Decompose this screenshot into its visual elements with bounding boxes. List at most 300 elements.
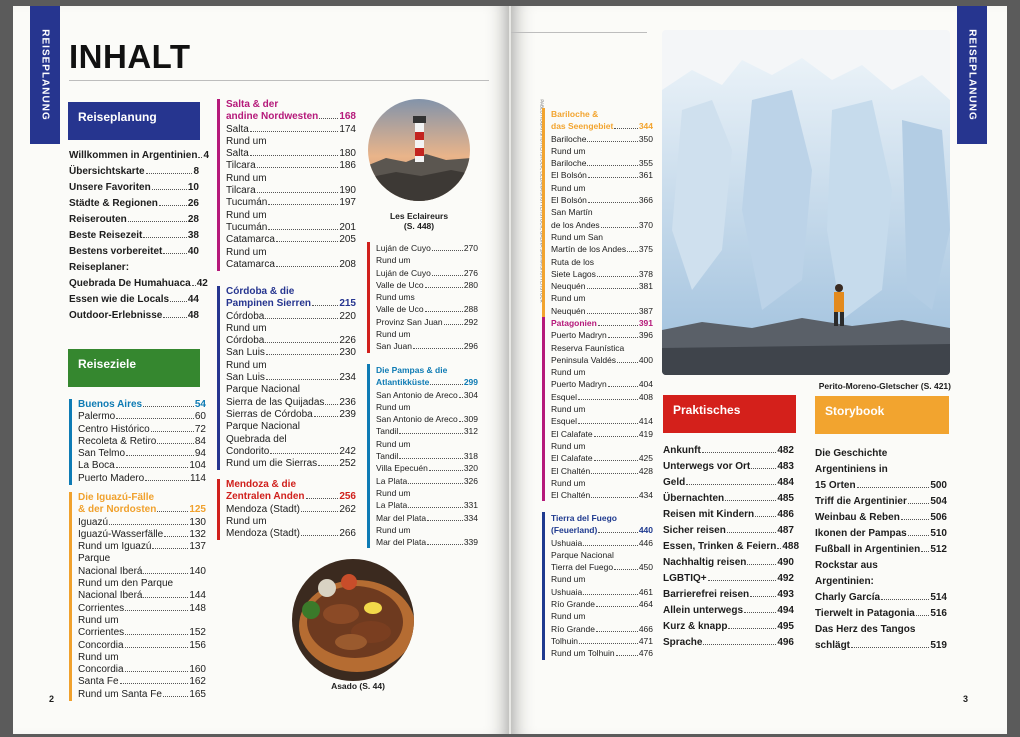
toc-row: [815, 574, 947, 590]
toc-row: [226, 247, 356, 259]
toc-row: [551, 169, 653, 181]
toc-leader-dots: [617, 362, 638, 363]
toc-page-number: 519: [930, 640, 947, 651]
toc-row: [226, 434, 356, 446]
toc-page-number: 309: [463, 414, 478, 425]
toc-page-number: 500: [930, 480, 947, 491]
toc-entry-title: Rund um: [226, 515, 267, 527]
toc-page-number: 488: [782, 541, 800, 552]
toc-entry-title: Tilcara: [226, 185, 256, 197]
tab-label: REISEPLANUNG: [39, 29, 51, 121]
toc-row: [376, 413, 478, 425]
toc-row: [815, 462, 947, 478]
toc-row: [376, 328, 478, 340]
toc-entry-title: Charly García: [815, 592, 881, 603]
toc-entry-title: Zentralen Anden: [226, 491, 305, 503]
toc-entry-title: El Calafate: [551, 453, 593, 464]
toc-row: [551, 415, 653, 427]
toc-entry-title: Salta: [226, 148, 249, 160]
toc-row: [551, 635, 653, 647]
toc-page-number: 168: [339, 111, 356, 123]
toc-page-number: 94: [194, 448, 206, 460]
toc-row: [226, 148, 356, 160]
toc-page-number: 288: [463, 304, 478, 315]
toc-leader-dots: [266, 379, 338, 380]
toc-leader-dots: [703, 644, 776, 645]
toc-entry-title: Sierras de Córdoba: [226, 408, 313, 420]
toc-row: [226, 372, 356, 384]
toc-entry-title: Ankunft: [663, 445, 701, 456]
toc-entry-title: San Telmo: [78, 448, 126, 460]
toc-row: [551, 182, 653, 194]
toc-leader-dots: [702, 452, 777, 453]
toc-row: [551, 329, 653, 341]
toc-entry-title: Ushuaia: [551, 537, 583, 548]
toc-entry-title: El Chaltén: [551, 490, 591, 501]
toc-page-number: 375: [638, 244, 653, 255]
toc-entry-title: Rund um: [551, 611, 586, 622]
toc-leader-dots: [598, 325, 638, 326]
toc-entry-title: La Boca: [78, 460, 115, 472]
toc-page-number: 252: [339, 458, 356, 470]
toc-entry-title: Rockstar aus: [815, 560, 878, 571]
toc-row: [78, 411, 206, 423]
group-salta: [217, 99, 356, 271]
toc-leader-dots: [916, 615, 929, 616]
toc-row: [226, 360, 356, 372]
toc-entry-title: Die Pampas & die: [376, 365, 448, 375]
toc-entry-title: Die Iguazú-Fälle: [78, 492, 155, 503]
toc-page-number: 355: [638, 158, 653, 169]
toc-leader-dots: [744, 612, 776, 613]
glacier-photo: [662, 30, 950, 375]
toc-page-number: 26: [187, 198, 199, 209]
toc-row: [78, 689, 206, 701]
toc-row: [376, 512, 478, 524]
toc-row: [815, 606, 947, 622]
toc-row: [551, 537, 653, 549]
toc-leader-dots: [399, 458, 463, 459]
toc-leader-dots: [725, 500, 776, 501]
toc-page-number: 220: [339, 310, 356, 322]
toc-page-number: 400: [638, 354, 653, 365]
reiseziele-header: [68, 349, 200, 387]
toc-entry-title: Parque Nacional: [226, 384, 300, 396]
toc-row: [551, 465, 653, 477]
toc-entry-title: Mar del Plata: [376, 512, 427, 523]
toc-page-number: 148: [189, 602, 206, 614]
toc-row: [78, 529, 206, 541]
toc-leader-dots: [399, 433, 463, 434]
toc-page-number: 48: [187, 310, 199, 321]
toc-page-number: 425: [638, 453, 653, 464]
toc-group-heading: [78, 504, 206, 516]
toc-page-number: 428: [638, 465, 653, 476]
toc-page-number: 446: [638, 537, 653, 548]
toc-leader-dots: [116, 418, 194, 419]
toc-row: [226, 516, 356, 528]
toc-entry-title: Rund um: [551, 477, 586, 488]
toc-row: [226, 458, 356, 470]
toc-row: [551, 403, 653, 415]
toc-entry-title: Geld: [663, 477, 686, 488]
toc-leader-dots: [425, 311, 463, 312]
toc-leader-dots: [325, 404, 338, 405]
toc-entry-title: Bariloche: [551, 158, 587, 169]
toc-row: [551, 452, 653, 464]
toc-entry-title: El Calafate: [551, 428, 593, 439]
toc-row: [69, 308, 199, 324]
toc-page-number: 381: [638, 281, 653, 292]
toc-entry-title: Tolhuin: [551, 635, 578, 646]
toc-leader-dots: [747, 564, 776, 565]
toc-entry-title: Nachhaltig reisen: [663, 557, 747, 568]
toc-entry-title: Centro Histórico: [78, 423, 150, 435]
toc-entry-title: Patagonien: [551, 318, 597, 328]
toc-page-number: 165: [189, 688, 206, 700]
toc-entry-title: Essen, Trinken & Feiern: [663, 541, 777, 552]
toc-entry-title: Städte & Regionen: [69, 198, 158, 209]
toc-entry-title: 15 Orten: [815, 480, 856, 491]
toc-entry-title: Tandil: [376, 451, 399, 462]
group-mendoza-cont: [367, 242, 478, 353]
toc-row: [376, 425, 478, 437]
toc-leader-dots: [151, 431, 194, 432]
toc-page-number: 434: [638, 490, 653, 501]
toc-leader-dots: [427, 520, 463, 521]
toc-row: [551, 561, 653, 573]
toc-entry-title: Tierwelt in Patagonia: [815, 608, 915, 619]
toc-group-heading: [78, 492, 206, 504]
toc-entry-title: Rund um: [376, 329, 411, 340]
toc-entry-title: Iguazú-Wasserfälle: [78, 528, 164, 540]
toc-page-number: 495: [777, 621, 794, 632]
toc-leader-dots: [408, 483, 463, 484]
toc-page-number: 174: [339, 123, 356, 135]
toc-entry-title: La Plata: [376, 475, 408, 486]
toc-entry-title: Rund um: [551, 293, 586, 304]
toc-row: [226, 397, 356, 409]
toc-entry-title: Concordia: [78, 639, 124, 651]
praktisches-header: [663, 395, 796, 433]
toc-row: [663, 443, 794, 459]
toc-page-number: 304: [463, 389, 478, 400]
group-pampas: [367, 364, 478, 548]
toc-row: [663, 571, 794, 587]
toc-page-number: 180: [339, 148, 356, 160]
toc-row: [226, 504, 356, 516]
toc-entry-title: Buenos Aires: [78, 399, 143, 410]
toc-entry-title: Rund um Santa Fe: [78, 688, 162, 700]
toc-page-number: 320: [463, 463, 478, 474]
toc-row: [815, 510, 947, 526]
toc-leader-dots: [908, 503, 929, 504]
section-tab-left: [30, 6, 60, 144]
group-cordoba: [217, 286, 356, 470]
toc-leader-dots: [276, 241, 338, 242]
toc-leader-dots: [432, 250, 463, 251]
toc-page-number: 256: [339, 491, 356, 503]
toc-page-number: 276: [463, 267, 478, 278]
toc-entry-title: Reiseplaner:: [69, 262, 130, 273]
toc-leader-dots: [608, 386, 638, 387]
toc-entry-title: La Plata: [376, 500, 408, 511]
toc-entry-title: Rund um: [376, 255, 411, 266]
toc-row: [663, 459, 794, 475]
toc-leader-dots: [306, 498, 339, 499]
toc-row: [376, 487, 478, 499]
toc-leader-dots: [270, 453, 338, 454]
toc-page-number: 84: [194, 435, 206, 447]
tab-label-right: REISEPLANUNG: [966, 29, 978, 121]
toc-row: [551, 342, 653, 354]
toc-leader-dots: [881, 599, 929, 600]
toc-leader-dots: [578, 399, 638, 400]
toc-page-number: 391: [638, 318, 653, 328]
toc-entry-title: (Feuerland): [551, 525, 598, 536]
toc-page-number: 482: [777, 445, 794, 456]
toc-leader-dots: [459, 421, 463, 422]
toc-entry-title: Sprache: [663, 637, 703, 648]
toc-row: [376, 279, 478, 291]
toc-row: [226, 409, 356, 421]
toc-row: [376, 536, 478, 548]
toc-row: [551, 354, 653, 366]
toc-row: [78, 460, 206, 472]
reiseziele-label: Reiseziele: [78, 357, 137, 371]
toc-row: [815, 622, 947, 638]
top-rule-right: [511, 32, 647, 33]
toc-leader-dots: [145, 480, 189, 481]
toc-entry-title: Sierra de las Quijadas: [226, 396, 325, 408]
toc-page-number: 318: [463, 451, 478, 462]
toc-row: [376, 267, 478, 279]
toc-row: [551, 133, 653, 145]
toc-entry-title: Corrientes: [78, 627, 125, 639]
toc-leader-dots: [583, 594, 638, 595]
toc-leader-dots: [163, 696, 188, 697]
toc-entry-title: Unterwegs vor Ort: [663, 461, 751, 472]
toc-leader-dots: [587, 288, 638, 289]
toc-leader-dots: [146, 173, 193, 174]
toc-row: [551, 305, 653, 317]
toc-entry-title: Mendoza & die: [226, 479, 297, 490]
toc-entry-title: Rund um: [376, 524, 411, 535]
toc-page-number: 125: [189, 504, 206, 516]
toc-row: [815, 638, 947, 654]
toc-leader-dots: [128, 221, 187, 222]
toc-row: [226, 421, 356, 433]
toc-group-heading: [551, 120, 653, 132]
toc-entry-title: Córdoba & die: [226, 286, 295, 297]
toc-page-number: 466: [638, 623, 653, 634]
toc-leader-dots: [109, 524, 188, 525]
toc-entry-title: Río Grande: [551, 599, 595, 610]
toc-row: [551, 610, 653, 622]
toc-leader-dots: [143, 406, 194, 407]
toc-row: [551, 292, 653, 304]
toc-row: [551, 391, 653, 403]
toc-page-number: 28: [187, 214, 199, 225]
toc-entry-title: Bestens vorbereitet: [69, 246, 163, 257]
toc-row: [226, 347, 356, 359]
toc-entry-title: Ikonen der Pampas: [815, 528, 907, 539]
toc-row: [376, 499, 478, 511]
toc-leader-dots: [125, 647, 189, 648]
toc-entry-title: Allein unterwegs: [663, 605, 744, 616]
toc-entry-title: Parque: [78, 553, 111, 565]
toc-page-number: 496: [777, 637, 794, 648]
toc-row: [815, 590, 947, 606]
toc-row: [551, 428, 653, 440]
toc-leader-dots: [594, 436, 638, 437]
toc-group-heading: [376, 364, 478, 376]
toc-page-number: 162: [189, 676, 206, 688]
toc-row: [815, 558, 947, 574]
toc-entry-title: Rund um: [551, 182, 586, 193]
toc-row: [551, 598, 653, 610]
toc-page-number: 44: [187, 294, 199, 305]
toc-page-number: 504: [930, 496, 947, 507]
toc-row: [663, 539, 800, 555]
toc-row: [69, 180, 199, 196]
toc-entry-title: Corrientes: [78, 602, 125, 614]
toc-page-number: 484: [777, 477, 794, 488]
toc-entry-title: & der Nordosten: [78, 504, 157, 516]
toc-row: [376, 242, 478, 254]
toc-page-number: 378: [638, 268, 653, 279]
toc-leader-dots: [728, 628, 776, 629]
toc-page-number: 114: [190, 472, 206, 484]
toc-entry-title: das Seengebiet: [551, 121, 614, 132]
toc-entry-title: San Martín: [551, 207, 593, 218]
toc-leader-dots: [250, 131, 339, 132]
toc-page-number: 387: [638, 305, 653, 316]
toc-entry-title: Salta & der: [226, 99, 279, 110]
toc-row: [376, 303, 478, 315]
toc-entry-title: San Luis: [226, 347, 265, 359]
toc-leader-dots: [268, 229, 338, 230]
toc-entry-title: Rund um: [551, 404, 586, 415]
group-bariloche: [542, 108, 653, 317]
toc-row: [815, 478, 947, 494]
toc-page-number: 510: [930, 528, 947, 539]
toc-row: [551, 231, 653, 243]
toc-entry-title: Rund um: [551, 574, 586, 585]
toc-leader-dots: [921, 551, 929, 552]
toc-leader-dots: [587, 165, 637, 166]
toc-leader-dots: [614, 128, 637, 129]
toc-leader-dots: [268, 204, 338, 205]
toc-group-heading: [78, 399, 206, 411]
toc-row: [78, 578, 206, 590]
toc-entry-title: Weinbau & Reben: [815, 512, 900, 523]
toc-page-number: 366: [638, 195, 653, 206]
toc-row: [663, 491, 794, 507]
page-number-left: 2: [49, 694, 55, 704]
toc-leader-dots: [608, 337, 638, 338]
toc-group-heading: [226, 286, 356, 298]
toc-row: [663, 507, 794, 523]
toc-leader-dots: [596, 606, 638, 607]
toc-entry-title: Nacional Iberá: [78, 565, 143, 577]
toc-entry-title: Barrierefrei reisen: [663, 589, 750, 600]
toc-leader-dots: [170, 301, 187, 302]
toc-entry-title: San Antonio de Areco: [376, 389, 458, 400]
toc-row: [78, 603, 206, 615]
toc-entry-title: Rund um: [376, 487, 411, 498]
toc-entry-title: Ushuaia: [551, 586, 583, 597]
toc-page-number: 493: [777, 589, 794, 600]
toc-entry-title: Neuquén: [551, 281, 586, 292]
toc-page-number: 152: [189, 627, 206, 639]
toc-entry-title: Beste Reisezeit: [69, 230, 143, 241]
toc-row: [78, 676, 206, 688]
toc-entry-title: Esquel: [551, 416, 577, 427]
toc-page-number: 190: [339, 185, 356, 197]
asado-photo: [291, 558, 415, 682]
toc-row: [376, 475, 478, 487]
toc-page-number: 440: [638, 525, 653, 536]
toc-entry-title: San Luis: [226, 372, 265, 384]
toc-entry-title: Outdoor-Erlebnisse: [69, 310, 163, 321]
toc-entry-title: Die Geschichte: [815, 448, 888, 459]
toc-entry-title: Río Grande: [551, 623, 595, 634]
group-patagonien: [542, 317, 653, 501]
toc-entry-title: Rund um: [226, 172, 267, 184]
toc-entry-title: Rund um: [376, 401, 411, 412]
toc-row: [69, 164, 199, 180]
toc-entry-title: andine Nordwesten: [226, 111, 319, 123]
toc-page-number: 208: [339, 258, 356, 270]
toc-row: [376, 389, 478, 401]
toc-page-number: 226: [339, 335, 356, 347]
toc-entry-title: Kurz & knapp: [663, 621, 728, 632]
toc-leader-dots: [257, 167, 339, 168]
toc-leader-dots: [413, 348, 463, 349]
toc-row: [663, 475, 794, 491]
toc-entry-title: Rund ums: [376, 292, 415, 303]
toc-leader-dots: [857, 487, 930, 488]
toc-page-number: 4: [203, 150, 209, 161]
toc-row: [663, 635, 794, 651]
toc-row: [226, 323, 356, 335]
toc-row: [78, 590, 206, 602]
toc-page-number: 266: [339, 528, 356, 540]
toc-row: [551, 219, 653, 231]
toc-group-heading: [551, 317, 653, 329]
toc-page-number: 471: [638, 635, 653, 646]
toc-leader-dots: [598, 532, 638, 533]
toc-entry-title: de los Andes: [551, 219, 600, 230]
toc-page-number: 230: [339, 347, 356, 359]
toc-row: [551, 489, 653, 501]
lighthouse-photo: [366, 88, 472, 212]
toc-row: [551, 366, 653, 378]
toc-leader-dots: [591, 473, 638, 474]
toc-row: [376, 438, 478, 450]
toc-leader-dots: [265, 342, 338, 343]
toc-leader-dots: [143, 597, 188, 598]
toc-entry-title: Parque Nacional: [551, 549, 614, 560]
toc-page-number: 104: [189, 460, 206, 472]
toc-page-number: 296: [463, 341, 478, 352]
toc-leader-dots: [198, 157, 202, 158]
toc-entry-title: Rund um: [226, 322, 267, 334]
toc-row: [663, 603, 794, 619]
toc-page-number: 485: [777, 493, 794, 504]
toc-page-number: 492: [777, 573, 794, 584]
